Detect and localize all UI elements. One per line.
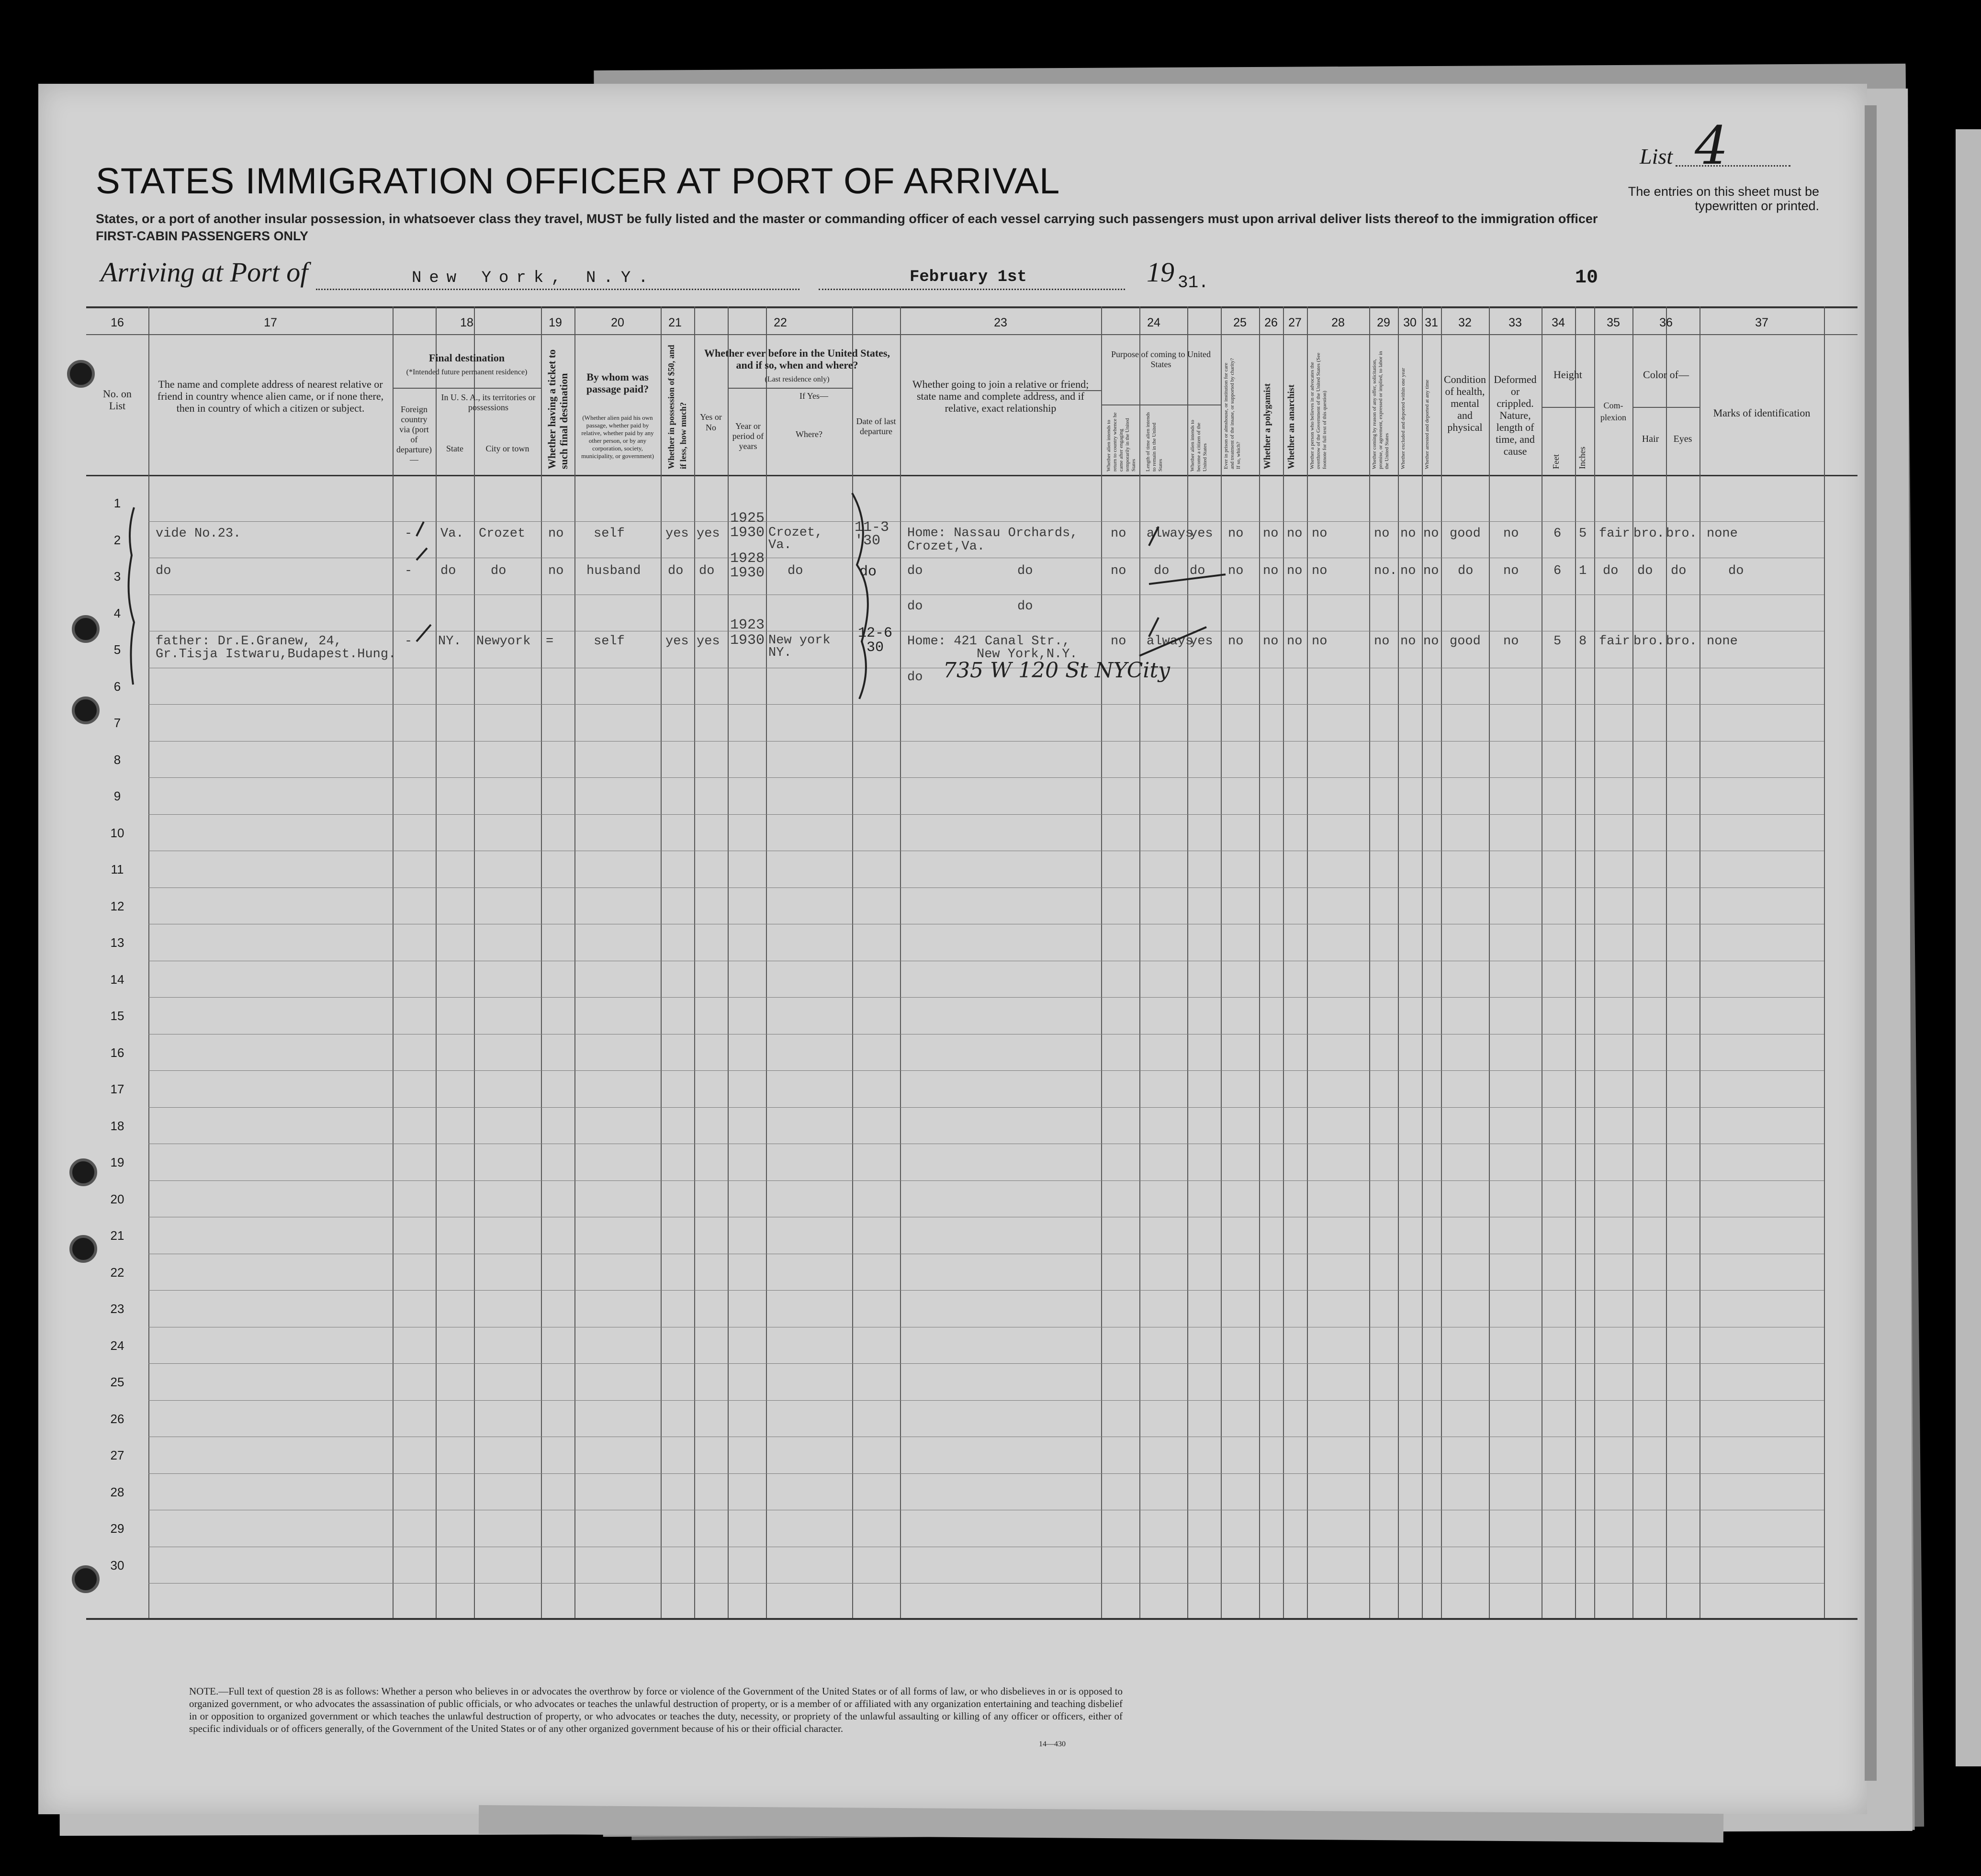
row2-state: do: [440, 564, 456, 578]
col-number-32: 32: [1458, 316, 1472, 329]
row-number: 28: [110, 1484, 124, 1499]
row1-q30: no: [1400, 527, 1416, 541]
row2-joining: do: [907, 564, 923, 578]
row2-q31: no: [1423, 564, 1439, 578]
row1-before: yes: [697, 527, 720, 541]
row-number: 24: [110, 1338, 124, 1353]
header-ever-before-note: (Last residence only): [765, 375, 830, 383]
year-suffix: 31.: [1178, 273, 1209, 292]
row2-relative: do: [156, 564, 171, 578]
date-line: [819, 289, 1125, 290]
row1-purpose-return: no: [1111, 527, 1126, 541]
header-purpose: Purpose of coming to United States: [1111, 349, 1211, 369]
col-number-29: 29: [1377, 316, 1390, 329]
row1-paid-by: self: [594, 527, 625, 541]
row4-where: New york NY.: [768, 633, 831, 660]
header-feet: Feet: [1551, 454, 1561, 469]
page-title: STATES IMMIGRATION OFFICER AT PORT OF ARRIVAL: [96, 161, 1060, 202]
col-number-35: 35: [1607, 316, 1620, 329]
row-number: 14: [110, 972, 124, 987]
row4-q31: no: [1423, 634, 1439, 649]
header-condition: Condition of health, mental and physical: [1443, 373, 1486, 433]
row-number: 9: [113, 789, 121, 804]
row4-anarchist: no: [1287, 634, 1303, 649]
header-height: Height: [1553, 369, 1582, 381]
header-inches: Inches: [1577, 447, 1587, 469]
punch-hole: [69, 1158, 97, 1186]
row2-inches: 1: [1579, 564, 1587, 578]
col-number-17: 17: [264, 316, 277, 329]
header-in-usa: In U. S. A., its territories or possessions: [441, 393, 536, 412]
punch-hole: [67, 360, 95, 388]
header-eyes: Eyes: [1673, 434, 1692, 444]
header-by-whom: By whom was passage paid?: [586, 371, 649, 395]
row-number: 22: [110, 1265, 124, 1280]
row4-before: yes: [697, 634, 720, 649]
row-number: 27: [110, 1448, 124, 1463]
header-question-29: Whether coming by reason of any offer, solicitation, promise, or agreement, expressed or implied, to labor in the United States: [1372, 351, 1390, 469]
row2-hair: do: [1637, 564, 1653, 578]
punch-hole: [72, 615, 100, 643]
row2-ticket: no: [548, 564, 564, 578]
row4-polygamist: no: [1263, 634, 1279, 649]
col-number-21: 21: [668, 316, 682, 329]
row1-purpose-citizen: yes: [1190, 527, 1213, 541]
col-number-34: 34: [1552, 316, 1565, 329]
page-count: 10: [1575, 267, 1598, 289]
row-number: 2: [113, 532, 121, 547]
header-state: State: [446, 444, 463, 453]
col-number-30: 30: [1403, 316, 1417, 329]
col-number-23: 23: [994, 316, 1007, 329]
row-number: 26: [110, 1411, 124, 1426]
row-number: 11: [111, 862, 124, 877]
header-by-whom-note: (Whether alien paid his own passage, whether paid by relative, whether paid by any other person, or by any corporation, society, municipality, or government): [581, 414, 654, 460]
row-number: 1: [113, 496, 121, 511]
row2-joining-ditto: do: [1017, 564, 1033, 578]
header-deformed: Deformed or crippled. Nature, length of time, and cause: [1494, 373, 1537, 457]
passenger-class: FIRST-CABIN PASSENGERS ONLY: [96, 229, 309, 243]
row4-hair: bro.: [1633, 634, 1665, 649]
row1-eyes: bro.: [1666, 527, 1697, 541]
col-number-28: 28: [1331, 316, 1345, 329]
row1-deformed: no: [1503, 527, 1519, 541]
row2-purpose-citizen: do: [1190, 564, 1205, 578]
row2-before: do: [699, 564, 715, 578]
header-prison: Ever in prison or almshouse, or institution for care and treatment of the insane, or supported by charity? If so, which?: [1223, 358, 1241, 469]
row5-handwritten-address: 735 W 120 St NYCity: [943, 658, 1171, 683]
row1-condition: good: [1450, 527, 1481, 541]
punch-hole: [69, 1235, 97, 1263]
row4-marks: none: [1707, 634, 1738, 649]
row-number: 4: [113, 606, 121, 620]
row1-purpose-length: always: [1147, 527, 1193, 541]
row-number: 30: [110, 1558, 124, 1573]
header-where: Where?: [796, 429, 822, 439]
row1-anarchist: no: [1287, 527, 1303, 541]
row4-state: NY.: [438, 634, 461, 649]
row4-q30: no: [1400, 634, 1416, 649]
header-purpose-return: Whether alien intends to return to country whence he came after engaging temporarily in the United States: [1106, 412, 1137, 472]
row-number: 12: [110, 899, 124, 913]
row3-joining-ditto: do: [1017, 599, 1033, 614]
row-number: 8: [113, 752, 121, 767]
list-underline: [1676, 165, 1790, 167]
col-number-27: 27: [1288, 316, 1302, 329]
row2-fifty: do: [668, 564, 684, 578]
arriving-label: Arriving at Port of: [101, 257, 308, 288]
row-number: 29: [110, 1521, 124, 1536]
header-purpose-citizen: Whether alien intends to become a citizen of the United States: [1190, 420, 1208, 472]
header-color-of: Color of—: [1643, 369, 1689, 381]
header-anarchist: Whether an anarchist: [1286, 384, 1296, 469]
row-number: 19: [110, 1155, 124, 1170]
row2-feet: 6: [1553, 564, 1562, 578]
row1-q29: no: [1374, 527, 1390, 541]
row1-where: Crozet, Va.: [768, 526, 823, 552]
row2-deformed: no: [1503, 564, 1519, 578]
col-number-31: 31: [1425, 316, 1438, 329]
row1-inches: 5: [1579, 527, 1587, 541]
row4-q28: no: [1312, 634, 1328, 649]
row-number: 5: [113, 642, 121, 657]
row-number: 18: [110, 1118, 124, 1133]
row3-joining: do: [907, 599, 923, 614]
page-subtitle: States, or a port of another insular possession, in whatsoever class they travel, MUST be fully listed and the master or commanding officer of each vessel carrying such passengers must upon arrival deliver lists thereof to the immigration officer: [96, 212, 1598, 226]
col-number-22: 22: [774, 316, 787, 329]
row-number: 23: [110, 1302, 124, 1316]
header-yes-no: Yes or No: [700, 412, 722, 432]
row1-feet: 6: [1553, 527, 1562, 541]
row-number: 15: [110, 1009, 124, 1023]
pen-marks: [86, 306, 1857, 1623]
row2-complexion: do: [1603, 564, 1619, 578]
row4-departure: 12-6 '30: [858, 625, 893, 656]
col-number-16: 16: [111, 316, 124, 329]
row2-polygamist: no: [1263, 564, 1279, 578]
row4-deformed: no: [1503, 634, 1519, 649]
row1-joining: Home: Nassau Orchards, Crozet,Va.: [907, 526, 1078, 554]
row2-anarchist: no: [1287, 564, 1303, 578]
row2-years: 1928 1930: [730, 550, 765, 581]
row4-q29: no: [1374, 634, 1390, 649]
col-number-18: 18: [460, 316, 473, 329]
header-final-destination-note: (*Intended future permanent residence): [406, 368, 528, 376]
manifest-table: [86, 306, 1857, 1623]
header-city: City or town: [485, 444, 529, 453]
header-marks: Marks of identification: [1713, 407, 1811, 419]
col-number-26: 26: [1264, 316, 1278, 329]
row-number: 10: [110, 825, 124, 840]
row2-q28: no: [1312, 564, 1328, 578]
row-number: 20: [110, 1191, 124, 1206]
punch-hole: [72, 696, 100, 724]
row4-complexion: fair: [1599, 634, 1630, 649]
row4-condition: good: [1450, 634, 1481, 649]
row-number: 6: [113, 679, 121, 694]
arrival-date: February 1st: [910, 268, 1027, 286]
row1-fifty: yes: [665, 527, 689, 541]
header-joining: Whether going to join a relative or friend; state name and complete address, and if relative, exact relationship: [912, 378, 1089, 414]
header-question-31: Whether arrested and deported at any time: [1424, 380, 1430, 469]
row5-joining: do: [907, 670, 923, 685]
row1-relative: vide No.23.: [156, 527, 241, 541]
header-ticket: Whether having a ticket to such final destination: [546, 349, 570, 469]
adjacent-page-edge: [1956, 129, 1981, 1766]
row4-joining-line2: New York,N.Y.: [977, 647, 1078, 662]
col-number-25: 25: [1233, 316, 1247, 329]
header-question-30: Whether excluded and deported within one year: [1400, 368, 1406, 469]
header-purpose-length: Length of time alien intends to remain in the United States: [1145, 412, 1163, 472]
header-no-on-list: No. on List: [103, 388, 132, 412]
row2-city: do: [491, 564, 507, 578]
list-number: 4: [1695, 115, 1728, 176]
row2-eyes: do: [1671, 564, 1687, 578]
header-foreign-country: Foreign country via (port of departure)—: [396, 404, 432, 464]
row1-prison: no: [1228, 527, 1244, 541]
row1-complexion: fair: [1599, 527, 1630, 541]
row2-prison: no: [1228, 564, 1244, 578]
sheet-note: The entries on this sheet must be typewritten or printed.: [1628, 184, 1819, 213]
row2-q30: no: [1400, 564, 1416, 578]
row1-state: Va.: [440, 527, 464, 541]
row4-joining: Home: 421 Canal Str.,: [907, 634, 1070, 649]
row-number: 3: [113, 569, 121, 584]
row1-foreign: -: [405, 527, 413, 541]
header-hair: Hair: [1642, 434, 1659, 444]
row1-hair: bro.: [1633, 527, 1665, 541]
row4-purpose-citizen: yes: [1190, 634, 1213, 649]
header-ever-before: Whether ever before in the United States, and if so, when and where?: [704, 347, 890, 371]
row4-feet: 5: [1553, 634, 1562, 649]
row4-inches: 8: [1579, 634, 1587, 649]
row1-q31: no: [1423, 527, 1439, 541]
header-final-destination: Final destination: [428, 352, 505, 364]
row1-departure: 11-3 '30: [855, 519, 889, 549]
form-number: 14—430: [1039, 1740, 1066, 1748]
row4-purpose-return: no: [1111, 634, 1126, 649]
row1-marks: none: [1707, 527, 1738, 541]
row4-city: Newyork: [476, 634, 531, 649]
year-prefix: 19: [1147, 257, 1174, 288]
row2-foreign: -: [405, 564, 413, 578]
header-if-yes: If Yes—: [799, 391, 828, 401]
col-number-36: 36: [1659, 316, 1673, 329]
header-polygamist: Whether a polygamist: [1262, 383, 1272, 469]
header-date-departure: Date of last departure: [856, 416, 896, 436]
row-number: 21: [110, 1228, 124, 1243]
row1-q28: no: [1312, 527, 1328, 541]
punch-hole: [72, 1565, 100, 1593]
footnote: NOTE.—Full text of question 28 is as follows: Whether a person who believes in or advocates the overthrow by force or violence of the Government of the United States or of all forms of law, or who disbelieves in or is opposed to organized government, or who advocates the assassination of public officials, or who advocates or teaches the unlawful destruction of property, or is a member of or affiliated with any organization entertaining and teaching disbelief in or opposition to organized government or which teaches the unlawful destruction of property, or who advocates or teaches the duty, necessity, or propriety of the unlawful assaulting or killing of any officer or officers, either of specific individuals or of officers generally, of the Government of the United States or of any other organized government because of his or their official character.: [189, 1685, 1123, 1734]
row-number: 25: [110, 1375, 124, 1390]
header-question-28: Whether a person who believes in or advocates the overthrow of the Government of the United States (See footnote for full text of this question): [1309, 352, 1328, 469]
col-number-19: 19: [549, 316, 562, 329]
row4-relative-line2: Gr.Tisja Istwaru,Budapest.Hung.: [156, 647, 396, 662]
row-number: 7: [113, 716, 121, 730]
row1-ticket: no: [548, 527, 564, 541]
row4-purpose-length: always: [1147, 634, 1193, 649]
col-number-24: 24: [1147, 316, 1160, 329]
row2-marks: do: [1728, 564, 1744, 578]
row2-purpose-length: do: [1154, 564, 1170, 578]
port-line: [316, 289, 799, 290]
row4-prison: no: [1228, 634, 1244, 649]
header-complexion: Com- plexion: [1600, 401, 1626, 422]
header-relative-abroad: The name and complete address of nearest relative or friend in country whence alien came, or if none there, then in country of which a citizen or subject.: [157, 378, 384, 414]
row1-city: Crozet: [479, 527, 526, 541]
row4-fifty: yes: [665, 634, 689, 649]
row1-years: 1925 1930: [730, 510, 765, 541]
list-label: List: [1640, 144, 1673, 169]
row2-q29: no.: [1374, 564, 1397, 578]
row4-eyes: bro.: [1666, 634, 1697, 649]
row2-purpose-return: no: [1111, 564, 1126, 578]
row4-relative: father: Dr.E.Granew, 24,: [156, 634, 342, 649]
row-number: 16: [110, 1045, 124, 1060]
row2-paid-by: husband: [586, 564, 641, 578]
page-edge: [1865, 105, 1877, 1781]
row2-condition: do: [1458, 564, 1474, 578]
row2-where: do: [788, 564, 803, 578]
col-number-33: 33: [1508, 316, 1522, 329]
row4-years: 1923 1930: [730, 617, 765, 649]
col-number-37: 37: [1755, 316, 1768, 329]
row4-foreign: -: [405, 634, 413, 649]
row2-departure: do: [859, 564, 877, 580]
row-number: 17: [110, 1082, 124, 1097]
row-number: 13: [110, 935, 124, 950]
row4-paid-by: self: [594, 634, 625, 649]
port-of-arrival: New York, N.Y.: [412, 269, 656, 287]
row4-ticket: =: [546, 634, 554, 649]
header-year-period: Year or period of years: [732, 421, 764, 451]
header-fifty-dollars: Whether in possession of $50, and if less, how much?: [666, 345, 688, 469]
row1-polygamist: no: [1263, 527, 1279, 541]
col-number-20: 20: [611, 316, 624, 329]
